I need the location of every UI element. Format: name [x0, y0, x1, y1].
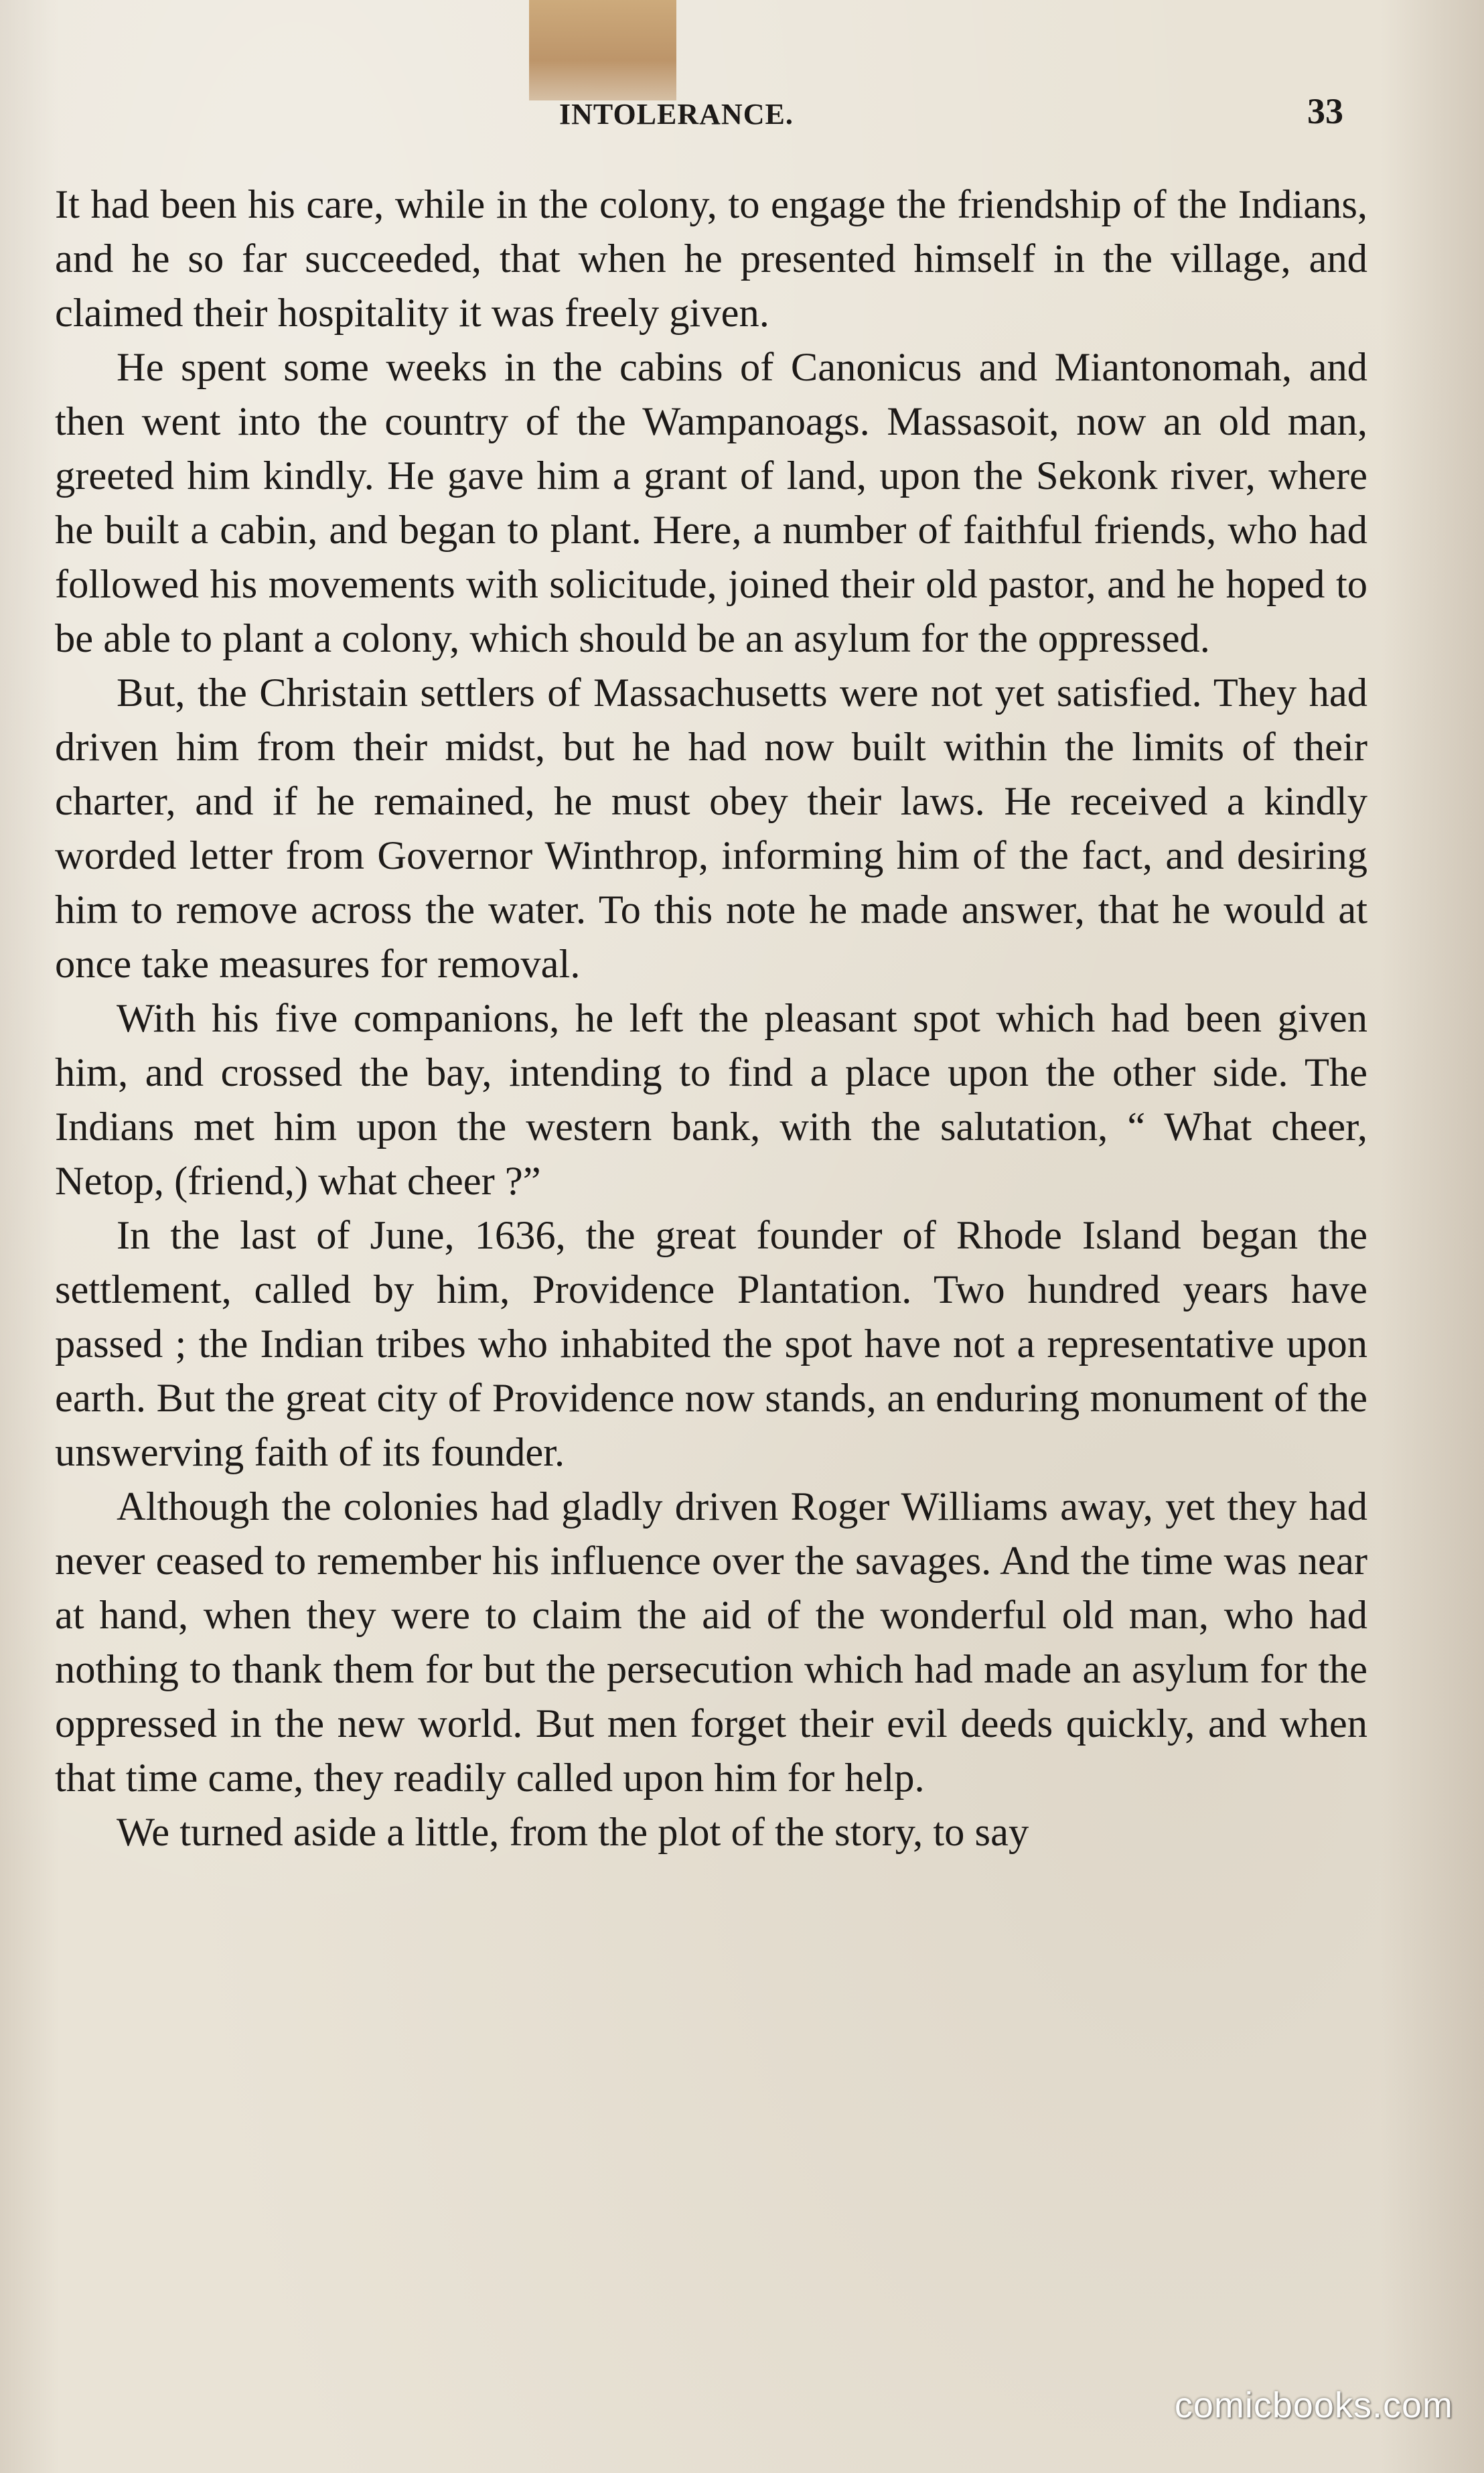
paragraph: In the last of June, 1636, the great founder of Rhode Island began the settlement, called by him, Providence Plantation. Two hundred years have passed ; the Indian tribes who inhabited the spot have not a representative upon earth. But the great city of Providence now stands, an enduring monument of the unswerving faith of its founder. — [55, 1213, 1367, 1475]
running-title: INTOLERANCE. — [559, 98, 794, 131]
body-text — [55, 178, 1367, 1859]
paragraph: He spent some weeks in the cabins of Canonicus and Miantonomah, and then went into the country of the Wampanoags. Massasoit, now an old man, greeted him kindly. He gave him a grant of land, upon the Sekonk river, where he built a cabin, and began to plant. Here, a number of faithful friends, who had followed his movements with solicitude, joined their old pastor, and he hoped to be able to plant a colony, which should be an asylum for the oppressed. — [55, 345, 1367, 661]
paragraph: Although the colonies had gladly driven Roger Williams away, yet they had never ceased to remember his influence over the savages. And the time was near at hand, when they were to claim the aid of the wonderful old man, who had nothing to thank them for but the persecution which had made an asylum for the oppressed in the new world. But men forget their evil deeds quickly, and when that time came, they readily called upon him for help. — [55, 1484, 1367, 1800]
paragraph: With his five companions, he left the pleasant spot which had been given him, and crossed the bay, intending to find a place upon the other side. The Indians met him upon the western bank, with the salutation, “ What cheer, Netop, (friend,) what cheer ?” — [55, 996, 1367, 1204]
paragraph: But, the Christain settlers of Massachusetts were not yet satisfied. They had driven him from their midst, but he had now built within the limits of their charter, and if he remained, he must obey their laws. He received a kindly worded letter from Governor Winthrop, informing him of the fact, and desiring him to remove across the water. To this note he made answer, that he would at once take measures for removal. — [55, 670, 1367, 987]
page-header — [0, 90, 1484, 144]
watermark: comicbooks.com — [1174, 2385, 1453, 2425]
paragraph: We turned aside a little, from the plot of the story, to say — [117, 1810, 1029, 1855]
tape-strip — [529, 0, 676, 100]
paragraph: It had been his care, while in the colony, to engage the friendship of the Indians, and he so far succeeded, that when he presented himself in the village, and claimed their hospitality it was freely given. — [55, 182, 1367, 336]
page-number: 33 — [1307, 91, 1343, 131]
